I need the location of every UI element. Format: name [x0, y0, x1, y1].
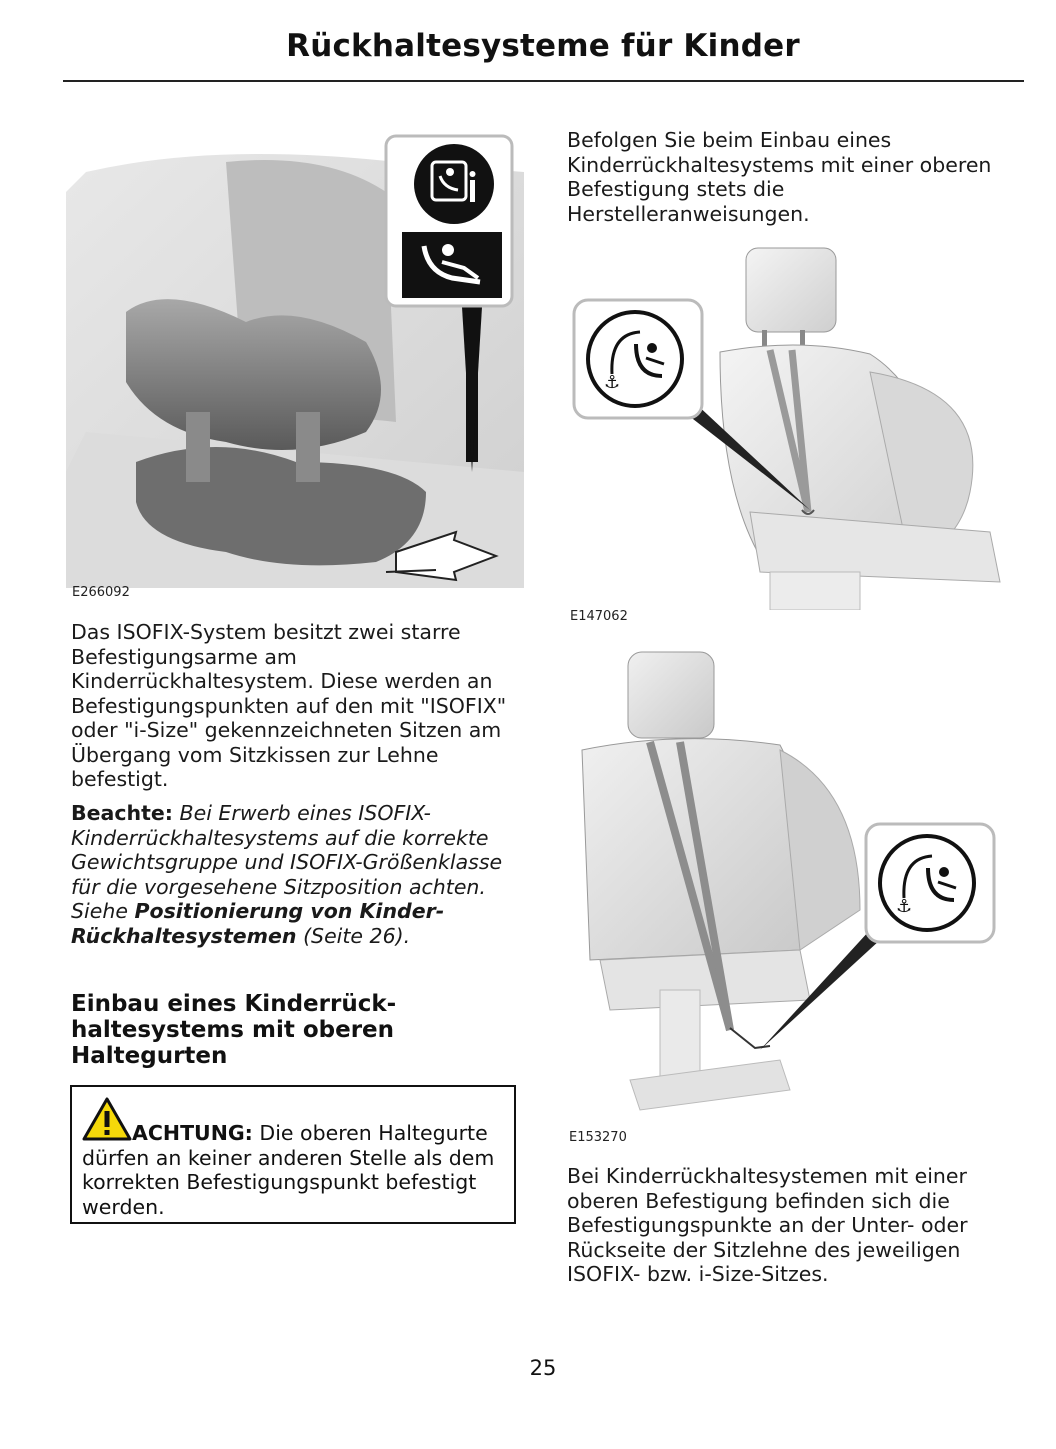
note-paragraph: [71, 801, 523, 948]
note-label: Beachte:: [71, 801, 174, 825]
title-rule: [63, 80, 1024, 82]
tether-intro-paragraph: Befolgen Sie beim Einbau eines Kinderrückhaltesystems mit einer oberen Befestigung stets die Herstelleranweisungen.: [567, 128, 992, 226]
isofix-seat-illustration: [66, 132, 524, 588]
figure-id-2: E147062: [570, 609, 628, 624]
figure-id-3: E153270: [569, 1130, 627, 1145]
warning-label: ACHTUNG:: [132, 1121, 253, 1145]
warning-text: [82, 1121, 514, 1219]
note-reference-link[interactable]: Positionierung von Kinder-Rückhaltesystemen: [71, 899, 445, 948]
note-page: (Seite 26).: [303, 923, 411, 948]
warning-box: [70, 1085, 516, 1224]
section-heading: [71, 991, 523, 1069]
top-tether-seat-illustration-1: [570, 242, 1010, 610]
floor-tether-anchor-icon: [878, 834, 976, 932]
page-title: Rückhaltesysteme für Kinder: [286, 28, 800, 64]
heading-line-3: Haltegurten: [71, 1043, 228, 1069]
top-tether-anchor-icon: [586, 310, 684, 408]
page-number: 25: [529, 1356, 557, 1380]
svg-text:⚓: ⚓: [896, 896, 913, 917]
warning-body: Die oberen Haltegurte dürfen an keiner anderen Stelle als dem korrekten Befestigungspunkt befestigt werden.: [82, 1121, 495, 1219]
heading-line-1: Einbau eines Kinderrück-: [71, 991, 397, 1017]
isofix-icon: [414, 144, 494, 224]
i-size-icon: [402, 232, 502, 298]
figure-id-1: E266092: [72, 585, 130, 600]
isofix-paragraph: Das ISOFIX-System besitzt zwei starre Befestigungsarme am Kinderrückhaltesystem. Diese werden an Befestigungspunkten auf den mit "ISOFIX" oder "i-Size" gekennzeichneten Sitzen am Übergang vom Sitzkissen zur Lehne befestigt.: [71, 620, 507, 791]
svg-text:⚓: ⚓: [604, 372, 621, 393]
heading-line-2: haltesystems mit oberen: [71, 1017, 395, 1043]
note-text: Bei Erwerb eines ISOFIX-Kinderrückhaltesystems auf die korrekte Gewichtsgruppe und ISOFIX-Größenklasse für die vorgesehene Sitzposition achten. Siehe: [71, 801, 503, 923]
top-tether-seat-illustration-2: [580, 650, 1000, 1120]
anchor-location-paragraph: Bei Kinderrückhaltesystemen mit einer oberen Befestigung befinden sich die Befestigungspunkte an der Unter- oder Rückseite der Sitzlehne des jeweiligen ISOFIX- bzw. i-Size-Sitzes.: [567, 1164, 968, 1286]
